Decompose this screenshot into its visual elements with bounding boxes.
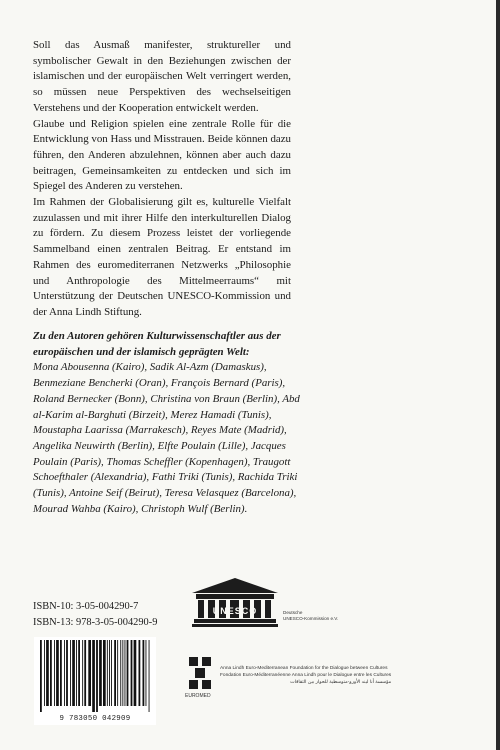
unesco-caption xyxy=(283,610,338,621)
blurb-paragraph-1: Soll das Ausmaß manifester, struktureller und symbolischer Gewalt in den Beziehungen zwischen der islamischen und der europäischen Welt verringert werden, so müssen neue Perspektiven des wechselseitigen Verstehens und der Kooperation entwickelt werden. xyxy=(33,39,291,114)
anna-lindh-text xyxy=(220,665,391,687)
anna-lindh-logo xyxy=(187,655,213,693)
unesco-caption-line: Deutsche xyxy=(283,610,303,615)
unesco-logo-letters: UNESCO xyxy=(212,606,258,616)
anna-lindh-line-fr: Fondation Euro-Méditerranéenne Anna Lindh pour le Dialogue entre les Cultures xyxy=(220,673,392,679)
anna-lindh-line-ar: مؤسسة أنا ليند الأورو-متوسطية للحوار بين الثقافات xyxy=(290,680,392,686)
authors-section xyxy=(33,329,301,517)
blurb-text xyxy=(33,38,291,321)
cover-spine-edge xyxy=(496,0,500,750)
euromed-label: EUROMED xyxy=(185,693,211,699)
blurb-paragraph-3: Im Rahmen der Globalisierung gilt es, kulturelle Vielfalt zuzulassen und mit ihrer Hilfe den interkulturellen Dialog zu fördern. Zu diesem Prozess leistet der vorliegende Sammelband einen zentralen Beitrag. Er entstand im Rahmen des euromediterranen Netzwerks „Philosophie und Anthropologie des Mittelmeerraums“ mit Unterstützung der Deutschen UNESCO-Kommission und der Anna Lindh Stiftung. xyxy=(33,196,291,318)
blurb-paragraph-2: Glaube und Religion spielen eine zentrale Rolle für die Entwicklung von Hass und Misstrauen. Beide können dazu führen, den Anderen abzulehnen, können aber auch dazu beitragen, Gemeinsamkeiten zu entdecken und sich im Spiegel des Anderen zu verstehen. xyxy=(33,117,291,193)
anna-lindh-line-en: Anna Lindh Euro-Mediterranean Foundation for the Dialogue between Cultures xyxy=(220,666,388,671)
barcode-bars xyxy=(34,637,156,713)
authors-list: Mona Abousenna (Kairo), Sadik Al-Azm (Damaskus), Benmeziane Bencherki (Oran), François Bernard (Paris), Roland Bernecker (Bonn), Christina von Braun (Berlin), Abd al-Karim al-Barghuti (Birzeit), Merez Hamadi (Tunis), Moustapha Laarissa (Marrakesch), Reyes Mate (Madrid), Angelika Neuwirth (Berlin), Elfte Poulain (Lille), Jacques Poulain (Paris), Thomas Scheffler (Kopenhagen), Traugott Schoefthaler (Alexandria), Fathi Triki (Tunis), Rachida Triki (Tunis), Antoine Seif (Beirut), Teresa Velasquez (Barcelona), Mourad Wahba (Kairo), Christoph Wulf (Berlin). xyxy=(33,361,300,515)
barcode xyxy=(34,637,156,725)
barcode-number: 9 783050 042909 xyxy=(59,715,131,723)
unesco-caption-line: UNESCO-Kommission e.V. xyxy=(283,615,339,621)
authors-intro: Zu den Autoren gehören Kulturwissenschaftler aus der europäischen und der islamisch geprägten Welt: xyxy=(33,330,281,358)
isbn-10: ISBN-10: 3-05-004290-7 xyxy=(33,601,139,612)
isbn-13: ISBN-13: 978-3-05-004290-9 xyxy=(33,617,158,628)
unesco-logo xyxy=(188,576,283,628)
